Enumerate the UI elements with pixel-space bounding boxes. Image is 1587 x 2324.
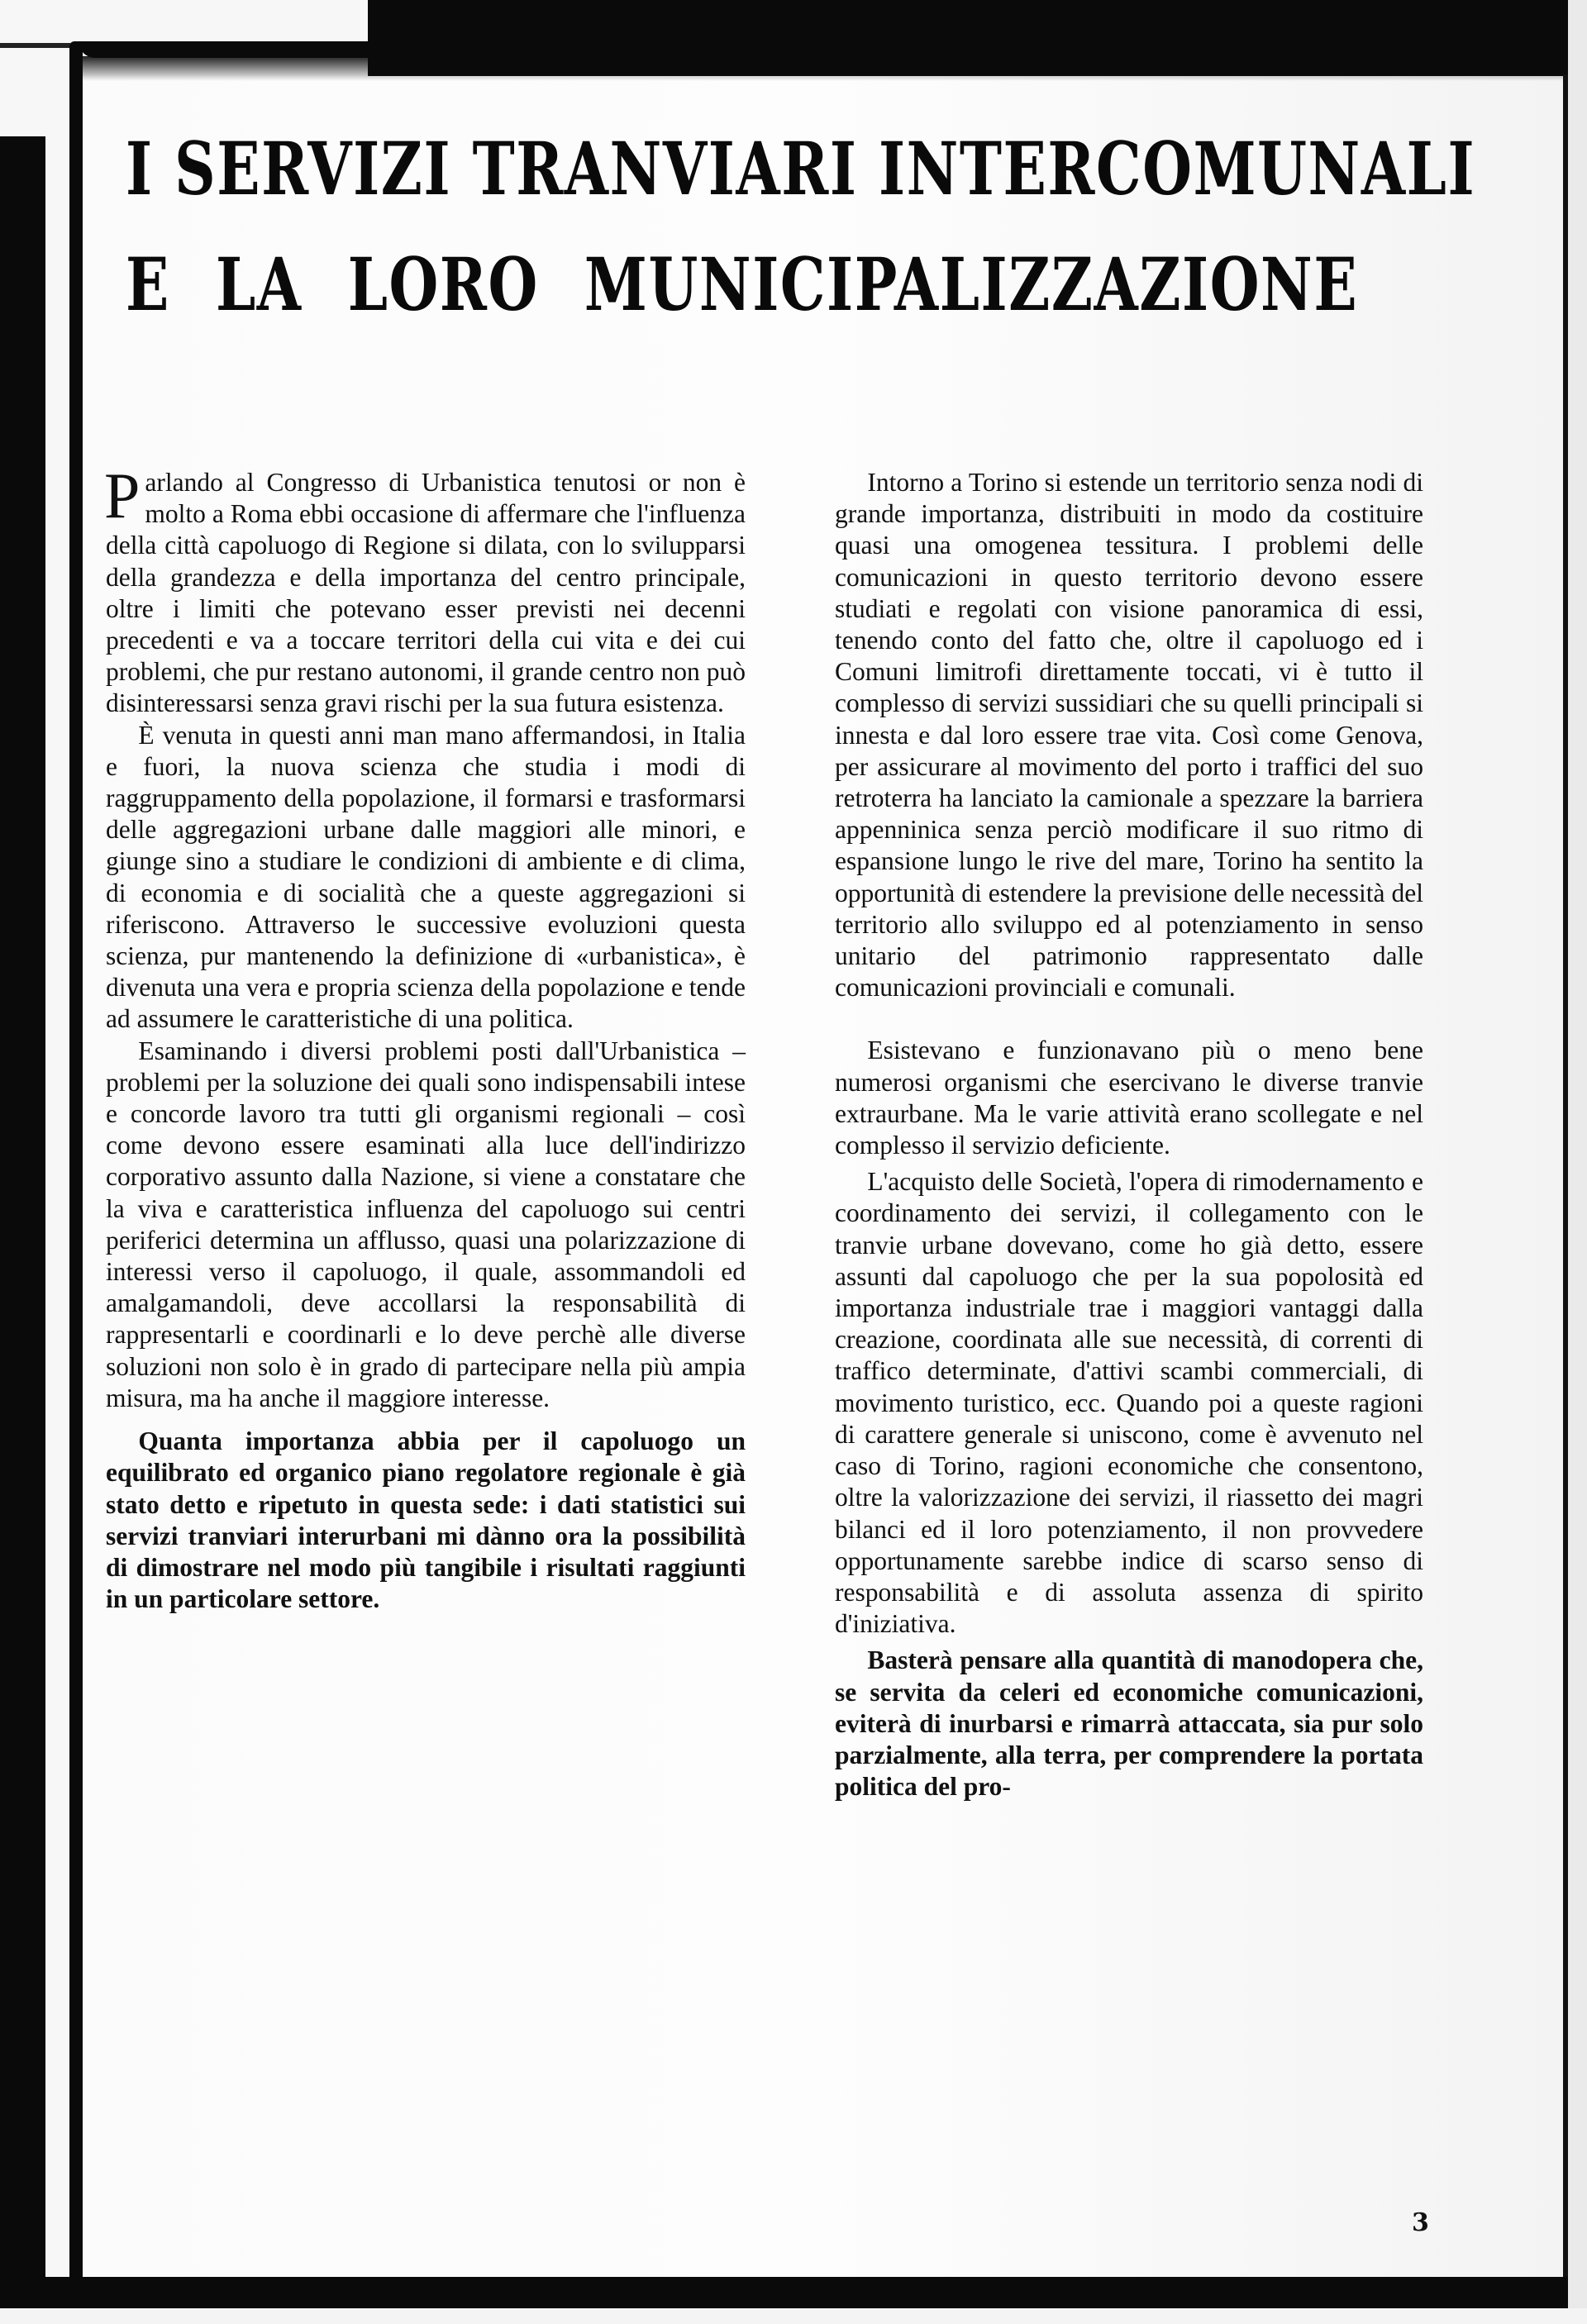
adjacent-page-strip bbox=[0, 136, 45, 2281]
article-title bbox=[126, 126, 1476, 364]
title-line-2: E LA LORO MUNICIPALIZZAZIONE bbox=[126, 241, 1359, 327]
paragraph bbox=[104, 460, 746, 720]
page-left-border bbox=[69, 41, 83, 2281]
scan-bottom-margin bbox=[0, 2308, 1587, 2324]
paragraph: Basterà pensare alla quantità di manodopera che, se servita da celeri ed economiche comunicazioni, eviterà di inurbarsi e rimarrà attaccata, sia pur solo parzialmente, alla terra, per comprendere la portata politica del pro- bbox=[835, 1645, 1423, 1802]
paragraph: Intorno a Torino si estende un territorio senza nodi di grande importanza, distribuiti in modo da costituire quasi una omogenea tessitura. I problemi delle comunicazioni in questo territorio devono essere studiati e regolati con visione panoramica di essi, tenendo conto del fatto che, oltre il capoluogo ed i Comuni limitrofi direttamente toccati, vi è tutto il complesso di servizi sussidiari che su quelli principali si innesta e dal loro essere trae vita. Così come Genova, per assicurare al movimento del porto i traffici del suo retroterra ha lanciato la camionale a spezzare la barriera appenninica senza perciò modificare il suo ritmo di espansione lungo le rive del mare, Torino ha sentito la opportunità di estendere la previsione delle necessità del territorio allo sviluppo ed al potenziamento in senso unitario del patrimonio rappresentato dalle comunicazioni provinciali e comunali. bbox=[835, 468, 1423, 1002]
paragraph: È venuta in questi anni man mano affermandosi, in Italia e fuori, la nuova scienza che studia i modi di raggruppamento della popolazione, il formarsi e trasformarsi delle aggregazioni urbane dalle maggiori alle minori, e giunge sino a studiare le condizioni di ambiente e di clima, di economia e di socialità che a queste aggregazioni si riferiscono. Attraverso le successive evoluzioni questa scienza, pur mantenendo la definizione di «urbanistica», è divenuta una vera e propria scienza della popolazione e tende ad assumere le caratteristiche di una politica. bbox=[106, 720, 746, 1034]
paragraph-text: arlando al Congresso di Urbanistica tenutosi or non è molto a Roma ebbi occasione di affermare che l'influenza della città capoluogo di Regione si dilata, con lo svilupparsi della grandezza e della importanza del centro principale, oltre i limiti che potevano esser previsti nei decenni precedenti e va a toccare territori della cui vita e dei cui problemi, che pur restano autonomi, il grande centro non può disinteressarsi senza gravi rischi per la sua futura esistenza. bbox=[106, 468, 746, 718]
scan-right-margin bbox=[1568, 0, 1587, 2324]
paragraph: Esaminando i diversi problemi posti dall'Urbanistica – problemi per la soluzione dei quali sono indispensabili intese e concorde lavoro tra tutti gli organismi regionali – così come devono essere esaminati alla luce dell'indirizzo corporativo assunto dalla Nazione, si viene a constatare che la viva e caratteristica influenza del capoluogo sui centri periferici determina un afflusso, quasi una polarizzazione di interessi verso il capoluogo, il quale, assommandoli ed amalgamandoli, deve accollarsi la responsabilità di rappresentarli e coordinarli e lo deve perchè alle diverse soluzioni non solo è in grado di partecipare nella più ampia misura, ma ha anche il maggiore interesse. bbox=[106, 1036, 746, 1412]
drop-cap: P bbox=[104, 460, 141, 531]
page-number: 3 bbox=[1412, 2208, 1429, 2237]
paragraph: Quanta importanza abbia per il capoluogo un equilibrato ed organico piano regolatore regionale è già stato detto e ripetuto in questa sede: i dati statistici sui servizi tranviari interurbani mi dànno ora la possibilità di dimostrare nel modo più tangibile i risultati raggiunti in un particolare settore. bbox=[106, 1426, 746, 1614]
right-text-column bbox=[835, 467, 1423, 1803]
page-top-border-left bbox=[79, 41, 376, 58]
page-bottom-border bbox=[0, 2277, 1568, 2308]
page-right-border bbox=[1563, 74, 1568, 2306]
left-text-column bbox=[104, 460, 746, 1615]
scan-left-edge bbox=[0, 43, 70, 48]
page-top-shadow bbox=[83, 56, 1566, 81]
title-line-1: I SERVIZI TRANVIARI INTERCOMUNALI bbox=[126, 126, 1476, 212]
paragraph: L'acquisto delle Società, l'opera di rimodernamento e coordinamento dei servizi, il collegamento con le tranvie urbane dovevano, come ho già detto, essere assunti dal capoluogo che per la sua popolosità ed importanza industriale trae i maggiori vantaggi dalla creazione, coordinata alle sue necessità, di correnti di traffico determinate, d'attivi scambi commerciali, di movimento turistico, ecc. Quando poi a queste ragioni di carattere generale si uniscono, come è avvenuto nel caso di Torino, ragioni economiche che consentono, oltre la valorizzazione dei servizi, il riassetto dei magri bilanci ed il loro potenziamento, il non provvedere opportunamente sarebbe indice di scarso senso di responsabilità e di assoluta assenza di spirito d'iniziativa. bbox=[835, 1167, 1423, 1639]
paragraph: Esistevano e funzionavano più o meno bene numerosi organismi che esercivano le diverse tranvie extraurbane. Ma le varie attività erano scollegate e nel complesso il servizio deficiente. bbox=[835, 1036, 1423, 1160]
